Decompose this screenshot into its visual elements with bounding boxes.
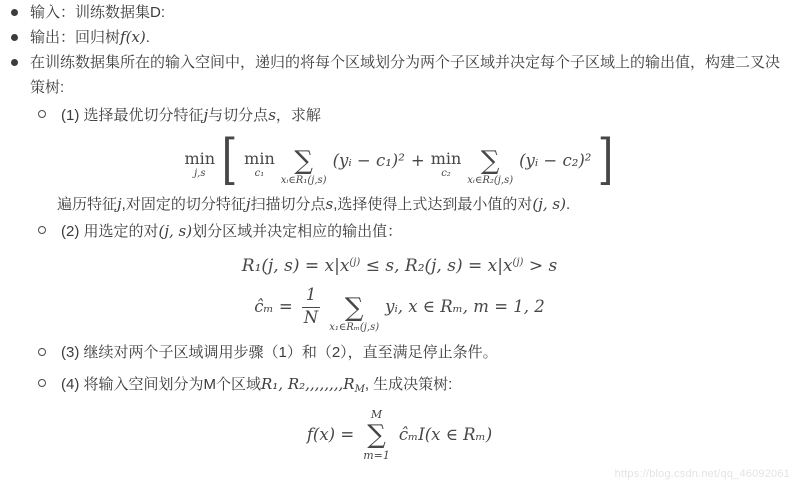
step-2-item [0,220,799,243]
formula-region-definition [0,256,799,276]
traverse-var-s: s [325,195,334,213]
min-label: min [430,149,462,168]
traverse-pair-js: (j, s) [532,195,566,213]
sum-r1-operator [281,148,327,186]
formula-split-minimization [0,128,799,191]
circle-bullet-icon [38,348,46,356]
cm-equals: ĉₘ = [254,297,293,317]
region-p2: ≤ s, R₂(j, s) = x|x [360,256,513,276]
step-2-pair-js: (j, s) [158,222,193,240]
step-1-text [61,104,321,127]
min-c2-operator [431,151,462,179]
output-text [30,25,791,50]
squared-term-c2: (yᵢ − c₂)² [519,150,592,170]
bullet-icon [11,59,18,66]
min-js-operator [184,151,215,179]
output-text-pre: 输出：回归树 [30,29,121,46]
min-c1-operator [244,151,275,179]
bullet-item-output [0,25,799,50]
sigma-icon: ∑ [480,146,500,176]
bullet-item-input [0,0,799,25]
input-text: 输入：训练数据集D: [30,4,166,21]
sum-r1-subscript: xᵢ∈R₁(j,s) [280,175,327,186]
circle-bullet-icon [38,110,46,118]
squared-term-c1: (yᵢ − c₁)² [332,150,405,170]
sum-r2-subscript: xᵢ∈R₂(j,s) [467,175,514,186]
traverse-paragraph [0,193,799,216]
bullet-item-description [0,50,799,100]
subscript-M: M [354,383,365,395]
description-text: 在训练数据集所在的输入空间中，递归的将每个区域划分为两个子区域并决定每个子区域上的输出值，构建二叉决策树: [30,54,781,96]
circle-bullet-icon [38,226,46,234]
sigma-icon: ∑ [344,292,364,323]
left-bracket: [ [221,128,238,191]
step-3-text: (3) 继续对两个子区域调用步骤（1）和（2），直至满足停止条件。 [61,343,498,361]
watermark: https://blog.csdn.net/qq_46092061 [614,468,790,480]
sum-upper-limit: M [370,407,383,421]
min-label: min [244,149,275,168]
step-3-item [0,342,799,364]
min-c1-subscript: c₁ [254,168,265,179]
traverse-p3: 扫描切分点 [250,196,326,213]
step-1-var-s: s [268,106,276,124]
superscript-j: (j) [512,257,524,268]
sum-rm-subscript: x₁∈Rₘ(j,s) [329,321,380,333]
region-p1: R₁(j, s) = x|x [241,256,350,276]
step-1-item [0,104,799,127]
formula-region-mean [0,285,799,333]
right-bracket: ] [598,128,614,191]
fraction-denominator: N [303,307,319,327]
step-4-text [61,373,452,401]
min-label: min [184,149,216,168]
step-1-mid: 与切分点 [208,107,269,124]
output-math-fx: f(x) [120,28,146,46]
fraction-numerator: 1 [302,286,321,308]
step-4-post: , 生成决策树: [364,375,453,393]
circle-bullet-icon [38,379,46,387]
step-1-var-j: j [203,106,209,124]
traverse-var-j: j [117,195,122,213]
min-js-subscript: j,s [194,168,206,179]
region-formula-text [242,256,557,276]
sum-r2-operator [467,148,513,186]
step-2-text [61,220,402,243]
traverse-p5: . [565,196,571,213]
mean-rhs: yᵢ, x ∈ Rₘ, m = 1, 2 [385,297,545,317]
sigma-icon: ∑ [294,146,313,176]
traverse-p2: ,对固定的切分特征 [121,196,246,213]
bullet-icon [11,34,18,41]
sum-m-operator [363,409,390,461]
traverse-p4: ,选择使得上式达到最小值的对 [333,196,533,213]
traverse-var-j2: j [245,195,251,213]
step-2-pre: (2) 用选定的对 [61,223,159,240]
region-p3: > s [523,256,558,276]
min-c2-subscript: c₂ [441,168,451,179]
step-1-pre: (1) 选择最优切分特征 [61,107,204,124]
output-text-post: . [145,29,150,46]
superscript-j: (j) [349,257,361,268]
sum-rm-operator [329,292,380,333]
sum-lower-limit: m=1 [363,448,390,462]
traverse-p1: 遍历特征 [57,196,118,213]
step-1-post: ，求解 [275,107,321,124]
sigma-icon: ∑ [367,419,386,450]
step-4-item [0,373,799,401]
step-4-pre: (4) 将输入空间划分为M个区域 [61,375,261,393]
formula-decision-tree [0,409,799,461]
step-2-post: 划分区域并决定相应的输出值： [192,223,403,240]
tree-rhs: ĉₘI(x ∈ Rₘ) [398,425,493,445]
bullet-icon [11,9,18,16]
plus-sign: + [410,150,425,170]
fx-equals: f(x) = [306,425,355,445]
step-4-regions: R₁, R₂,,,,,,,,R [261,374,355,393]
fraction-one-over-n [302,286,321,328]
